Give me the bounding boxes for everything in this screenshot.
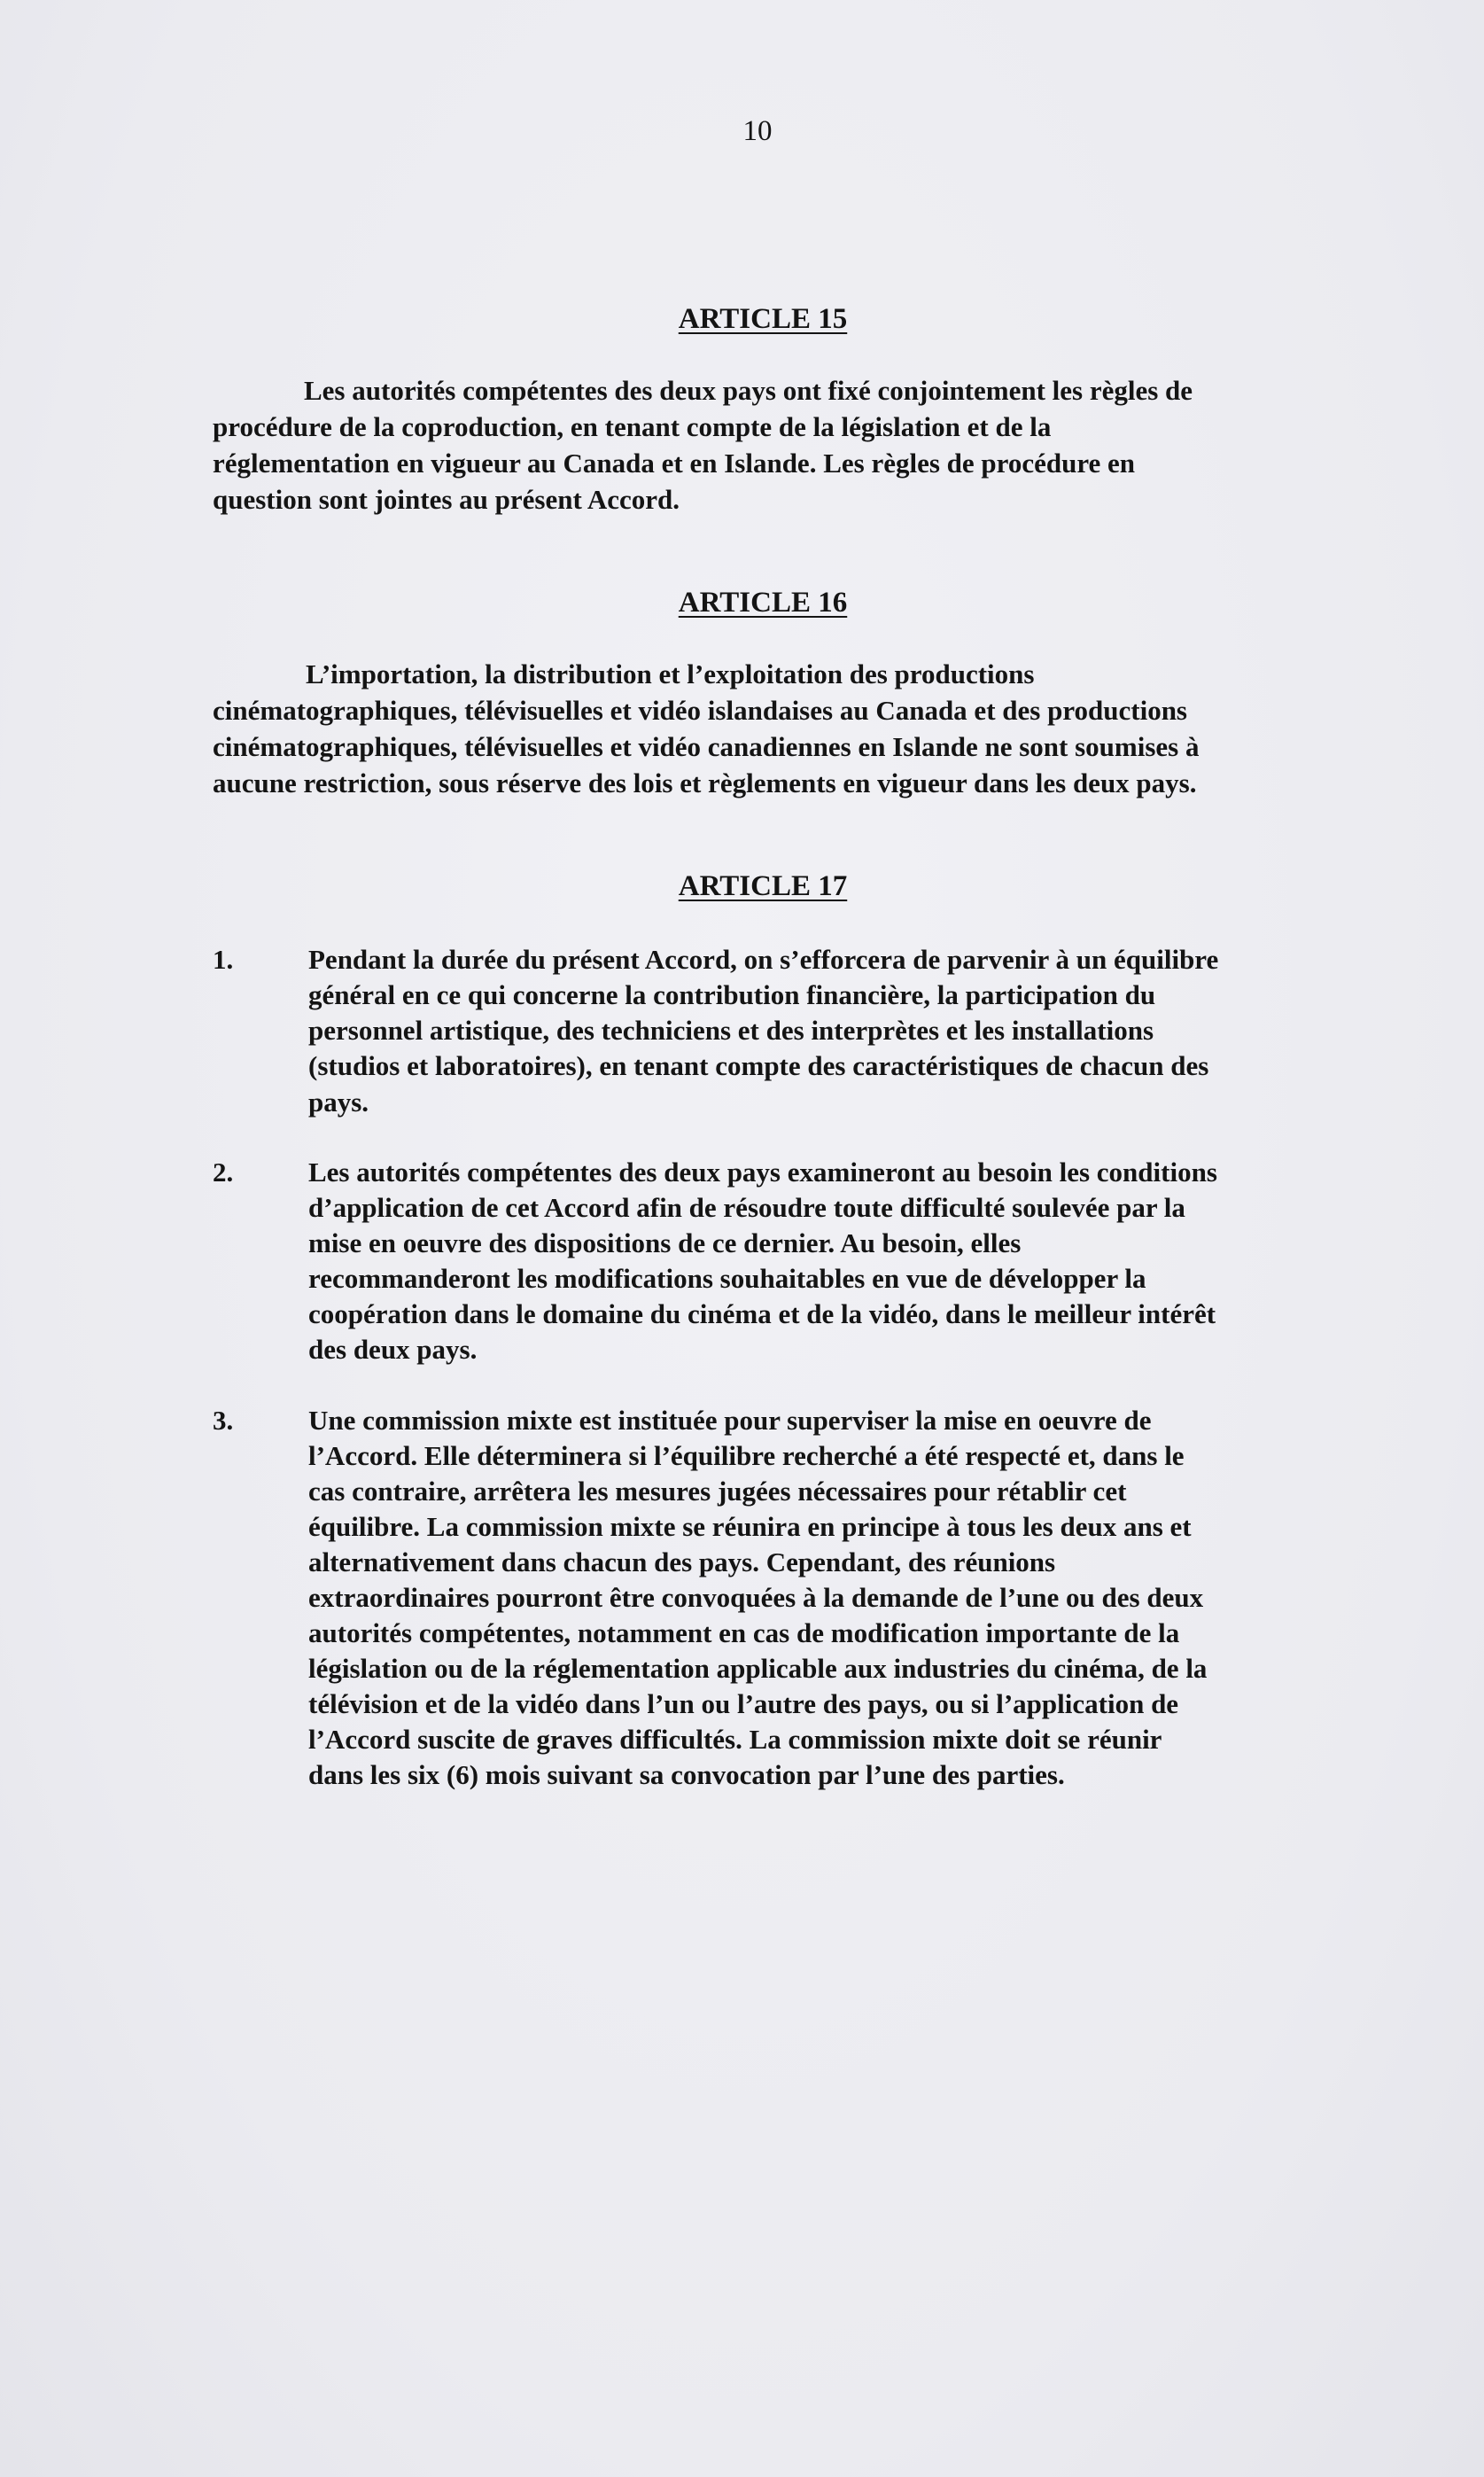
item-3-line: alternativement dans chacun des pays. Cependant, des réunions [308,1546,1056,1577]
item-1-line: Pendant la durée du présent Accord, on s’efforcera de parvenir à un équilibre [308,944,1219,975]
item-3-line: Une commission mixte est instituée pour superviser la mise en oeuvre de [308,1405,1152,1436]
item-1-number: 1. [213,944,234,975]
article-15-line: procédure de la coproduction, en tenant compte de la législation et de la [213,411,1052,442]
item-3-number: 3. [213,1405,234,1436]
item-3-line: équilibre. La commission mixte se réunira en principe à tous les deux ans et [308,1511,1192,1542]
item-2-number: 2. [213,1157,234,1188]
item-3-line: l’Accord suscite de graves difficultés. La commission mixte doit se réunir [308,1724,1162,1755]
item-3-line: cas contraire, arrêtera les mesures jugées nécessaires pour rétablir cet [308,1476,1127,1507]
article-15-line: question sont jointes au présent Accord. [213,484,680,515]
item-3-line: législation ou de la réglementation applicable aux industries du cinéma, de la [308,1653,1208,1684]
article-15-line: réglementation en vigueur au Canada et en Islande. Les règles de procédure en [213,448,1136,479]
item-3-line: télévision et de la vidéo dans l’un ou l’autre des pays, ou si l’application de [308,1688,1179,1719]
article-17-heading: ARTICLE 17 [678,870,848,902]
item-2-line: mise en oeuvre des dispositions de ce dernier. Au besoin, elles [308,1227,1022,1258]
article-16-line: cinématographiques, télévisuelles et vidéo islandaises au Canada et des productions [213,695,1188,726]
item-2-line: recommanderont les modifications souhaitables en vue de développer la [308,1263,1146,1294]
article-15-line: Les autorités compétentes des deux pays ont fixé conjointement les règles de [304,375,1193,406]
article-16-line: cinématographiques, télévisuelles et vidéo canadiennes en Islande ne sont soumises à [213,731,1200,762]
item-1-line: (studios et laboratoires), en tenant compte des caractéristiques de chacun des [308,1050,1209,1081]
item-3-line: autorités compétentes, notamment en cas de modification importante de la [308,1617,1180,1648]
item-2-line: coopération dans le domaine du cinéma et de la vidéo, dans le meilleur intérêt [308,1298,1216,1329]
item-2-line: d’application de cet Accord afin de résoudre toute difficulté soulevée par la [308,1192,1185,1223]
article-16-line: L’importation, la distribution et l’exploitation des productions [306,658,1035,689]
article-16-heading: ARTICLE 16 [678,587,848,619]
item-3-line: l’Accord. Elle déterminera si l’équilibre recherché a été respecté et, dans le [308,1440,1185,1471]
page-number: 10 [742,115,773,147]
item-1-line: pays. [308,1087,369,1118]
item-3-line: extraordinaires pourront être convoquées à la demande de l’une ou des deux [308,1582,1204,1613]
item-1-line: général en ce qui concerne la contribution financière, la participation du [308,979,1156,1010]
item-1-line: personnel artistique, des techniciens et des interprètes et les installations [308,1015,1154,1046]
article-15-heading: ARTICLE 15 [678,303,848,335]
article-16-line: aucune restriction, sous réserve des lois et règlements en vigueur dans les deux pays. [213,767,1197,798]
item-2-line: des deux pays. [308,1334,478,1365]
item-2-line: Les autorités compétentes des deux pays examineront au besoin les conditions [308,1157,1217,1188]
item-3-line: dans les six (6) mois suivant sa convocation par l’une des parties. [308,1759,1065,1790]
